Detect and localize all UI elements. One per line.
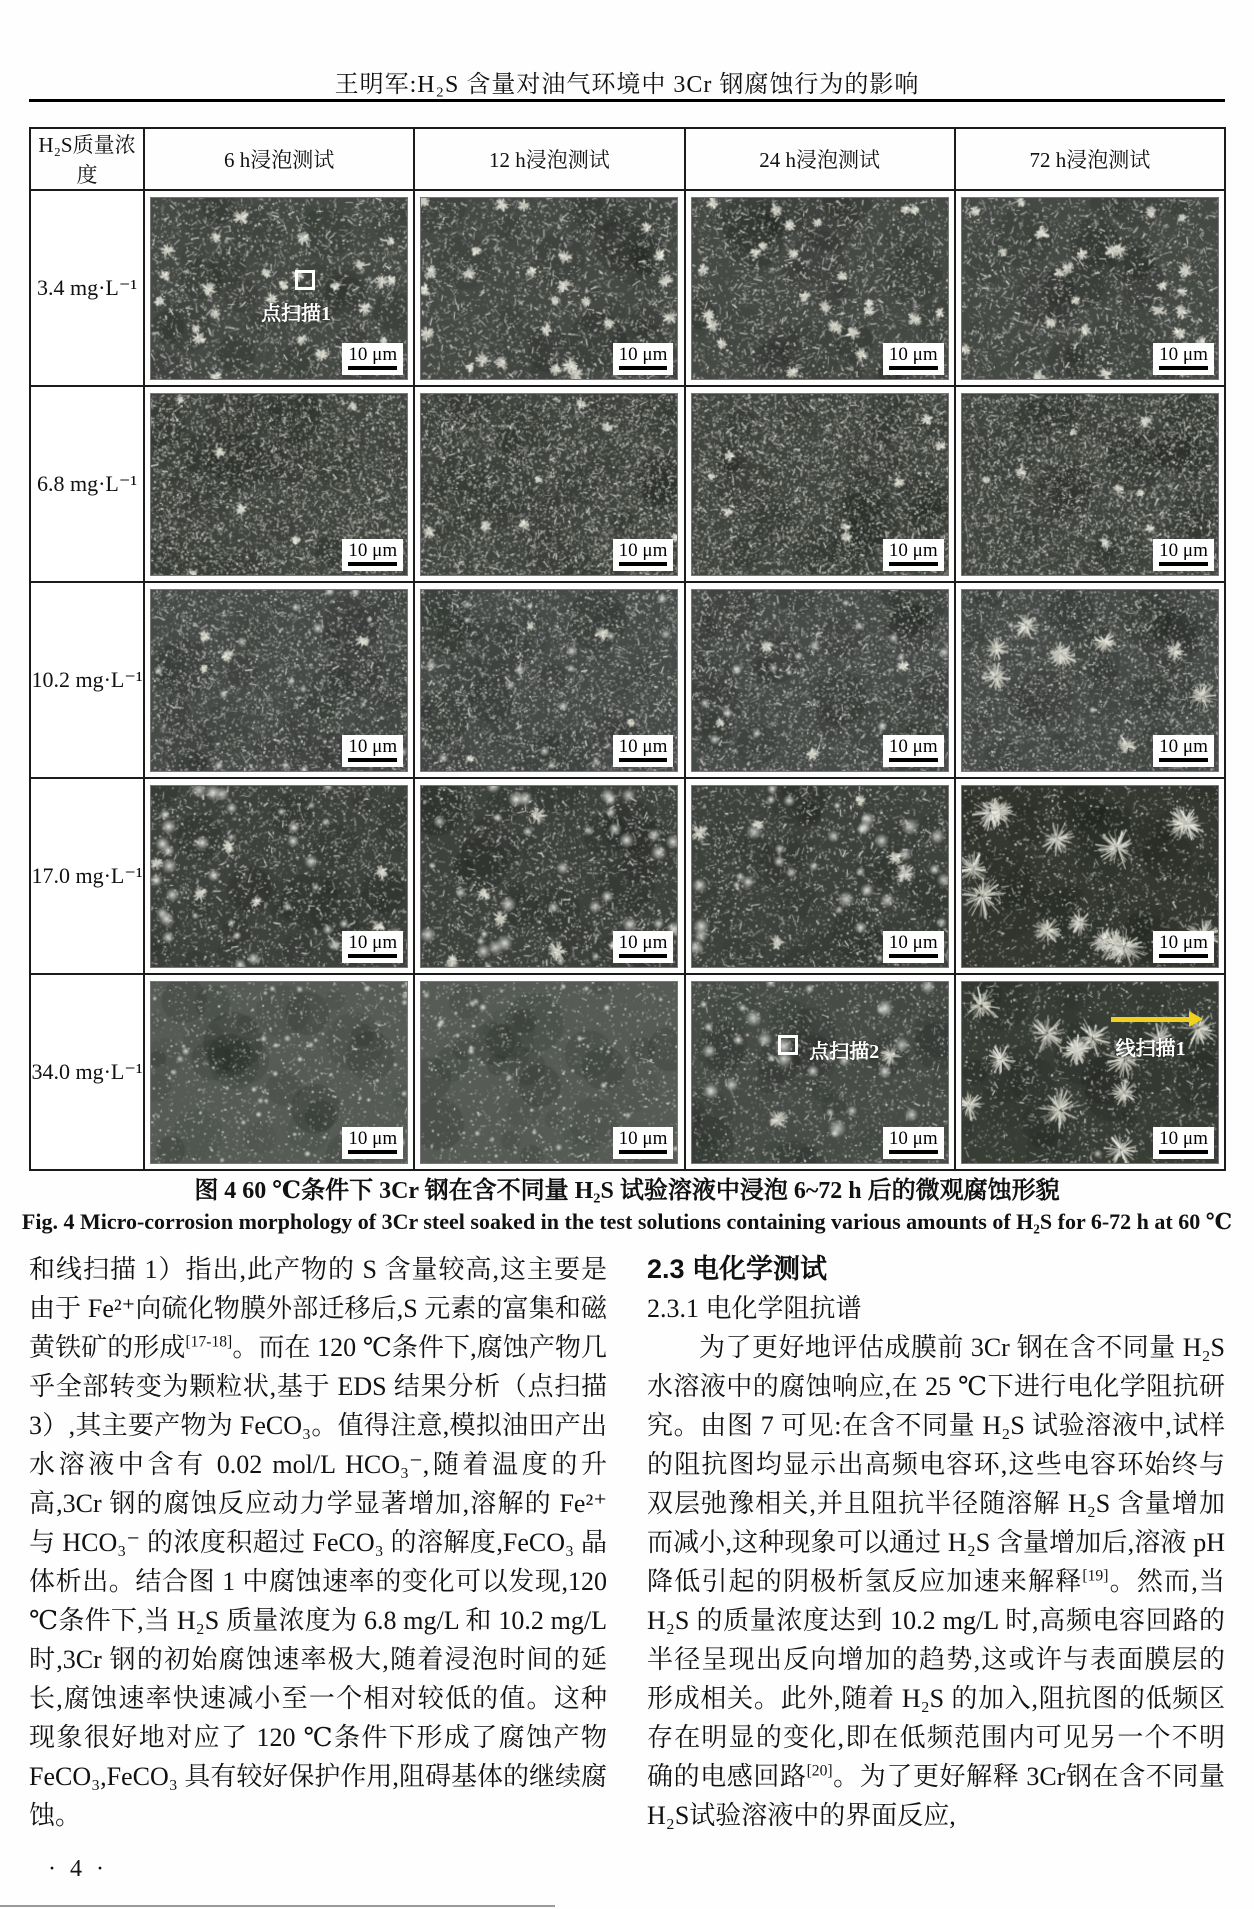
sem-image xyxy=(691,785,949,968)
scale-bar xyxy=(613,931,674,963)
scale-bar-line xyxy=(1159,366,1208,370)
scale-bar-line xyxy=(1159,758,1208,762)
sem-image xyxy=(691,197,949,380)
scale-bar-line xyxy=(1159,954,1208,958)
text-run: 。为了更好解释 3Cr钢在含不同量H₂S试验溶液中的界面反应, xyxy=(647,1762,1225,1830)
scale-bar xyxy=(883,343,944,375)
scale-bar-line xyxy=(348,954,397,958)
running-head xyxy=(0,64,1254,99)
sem-image xyxy=(961,589,1219,772)
scale-label: 10 μm xyxy=(348,343,398,365)
scale-bar-line xyxy=(889,366,938,370)
scale-label: 10 μm xyxy=(1159,1127,1208,1149)
scale-bar xyxy=(1153,735,1214,767)
sem-cell xyxy=(955,582,1225,778)
scale-bar-line xyxy=(889,562,938,566)
section-heading xyxy=(647,1289,1225,1328)
sem-cell xyxy=(955,190,1225,386)
scale-bar-line xyxy=(619,366,668,370)
row-label: 10.2 mg·L⁻¹ xyxy=(30,582,144,778)
sem-cell xyxy=(685,190,955,386)
sem-cell xyxy=(144,974,414,1170)
row-label: 17.0 mg·L⁻¹ xyxy=(30,778,144,974)
sem-cell xyxy=(414,974,684,1170)
scale-bar-line xyxy=(1159,1150,1208,1154)
scale-label: 10 μm xyxy=(348,539,398,561)
header-rule xyxy=(29,99,1225,102)
body-text xyxy=(29,1250,1226,1835)
reference-superscript: [17-18] xyxy=(185,1333,233,1351)
scale-bar-line xyxy=(348,758,397,762)
scale-bar-line xyxy=(348,1150,397,1154)
scale-bar xyxy=(883,1127,944,1159)
sem-cell xyxy=(144,778,414,974)
scale-bar xyxy=(342,1127,403,1159)
table-corner-header: H₂S质量浓度 xyxy=(30,128,144,190)
reference-superscript: [19] xyxy=(1082,1567,1109,1585)
scale-label: 10 μm xyxy=(888,931,938,953)
annotation-label: 线扫描1 xyxy=(1115,1037,1186,1060)
running-title: 王明军:H₂S 含量对油气环境中 3Cr 钢腐蚀行为的影响 xyxy=(334,72,920,98)
figure-caption-en: Fig. 4 Micro-corrosion morphology of 3Cr steel soaked in the test solutions containing various amounts of H₂S for 6-72 h at 60 ℃ xyxy=(21,1209,1233,1234)
scale-bar-line xyxy=(1159,562,1208,566)
scale-label: 10 μm xyxy=(888,343,938,365)
table-header-row xyxy=(30,128,1225,190)
point-scan-marker xyxy=(778,1035,798,1055)
table-row xyxy=(30,190,1225,386)
row-label: 3.4 mg·L⁻¹ xyxy=(30,190,144,386)
scale-label: 10 μm xyxy=(618,1127,668,1149)
sem-image xyxy=(961,785,1219,968)
table-column-header: 24 h浸泡测试 xyxy=(685,128,955,190)
table-row xyxy=(30,386,1225,582)
sem-image xyxy=(420,393,678,576)
scale-bar xyxy=(1153,343,1214,375)
sem-cell xyxy=(685,778,955,974)
scale-bar xyxy=(1153,539,1214,571)
table-column-header: 12 h浸泡测试 xyxy=(414,128,684,190)
scale-bar-line xyxy=(619,1150,668,1154)
sem-cell xyxy=(955,386,1225,582)
figure-table xyxy=(29,127,1226,1171)
row-label: 34.0 mg·L⁻¹ xyxy=(30,974,144,1170)
scale-label: 10 μm xyxy=(888,1127,938,1149)
sem-image xyxy=(150,197,408,380)
sem-cell xyxy=(144,582,414,778)
reference-superscript: [20] xyxy=(806,1762,833,1780)
table-column-header: 6 h浸泡测试 xyxy=(144,128,414,190)
scale-label: 10 μm xyxy=(1159,735,1208,757)
sem-cell xyxy=(144,190,414,386)
sem-image xyxy=(150,393,408,576)
scale-bar-line xyxy=(348,562,397,566)
sem-image xyxy=(150,589,408,772)
body-column-left xyxy=(29,1250,607,1835)
sem-cell xyxy=(685,974,955,1170)
scale-bar-line xyxy=(889,954,938,958)
scale-bar xyxy=(883,735,944,767)
sem-image xyxy=(150,785,408,968)
sem-cell xyxy=(685,386,955,582)
page-number: · 4 · xyxy=(48,1856,108,1882)
scale-label: 10 μm xyxy=(348,1127,398,1149)
text-run: 为了更好地评估成膜前 3Cr 钢在含不同量 H₂S 水溶液中的腐蚀响应,在 25 ℃下进行电化学阻抗研究。由图 7 可见:在含不同量 H₂S 试验溶液中,试样的阻抗图均显示出高频电容环,这些电容环始终与双层弛豫相关,并且阻抗半径随溶解 H₂S 含量增加而减小,这种现象可以通过 H₂S 含量增加后,溶液 pH 降低引起的阴极析氢反应加速来解释 xyxy=(647,1333,1225,1596)
scale-bar-line xyxy=(348,366,397,370)
point-scan-marker xyxy=(295,270,315,290)
body-column-right xyxy=(647,1250,1225,1835)
sem-image xyxy=(150,981,408,1164)
figure-table-body xyxy=(30,190,1225,1170)
sem-image xyxy=(961,197,1219,380)
sem-cell xyxy=(414,190,684,386)
sem-image xyxy=(961,393,1219,576)
scale-bar xyxy=(883,539,944,571)
scale-label: 10 μm xyxy=(1159,931,1208,953)
scale-bar-line xyxy=(889,1150,938,1154)
sem-image xyxy=(420,785,678,968)
text-run: 2.3.1 电化学阻抗谱 xyxy=(647,1294,862,1323)
scale-bar-line xyxy=(619,954,668,958)
sem-cell xyxy=(685,582,955,778)
scale-label: 10 μm xyxy=(348,931,398,953)
text-run: 2.3 电化学测试 xyxy=(647,1254,828,1284)
section-heading xyxy=(647,1250,1225,1289)
sem-image xyxy=(420,197,678,380)
scan-artifact-line xyxy=(0,1905,555,1907)
table-row xyxy=(30,582,1225,778)
scale-label: 10 μm xyxy=(888,735,938,757)
annotation-label: 点扫描1 xyxy=(261,303,332,326)
sem-image xyxy=(691,393,949,576)
table-row xyxy=(30,778,1225,974)
scale-label: 10 μm xyxy=(618,539,668,561)
scale-bar xyxy=(342,931,403,963)
sem-cell xyxy=(414,778,684,974)
text-run: 。而在 120 ℃条件下,腐蚀产物几乎全部转变为颗粒状,基于 EDS 结果分析（点扫描 3）,其主要产物为 FeCO₃。值得注意,模拟油田产出水溶液中含有 0.02 mol/L HCO₃⁻,随着温度的升高,3Cr 钢的腐蚀反应动力学显著增加,溶解的 Fe²⁺与 HCO₃⁻ 的浓度积超过 FeCO₃ 的溶解度,FeCO₃ 晶体析出。结合图 1 中腐蚀速率的变化可以发现,120 ℃条件下,当 H₂S 质量浓度为 6.8 mg/L 和 10.2 mg/L 时,3Cr 钢的初始腐蚀速率极大,随着浸泡时间的延长,腐蚀速率快速减小至一个相对较低的值。这种现象很好地对应了 120 ℃条件下形成了腐蚀产物 FeCO₃,FeCO₃ 具有较好保护作用,阻碍基体的继续腐蚀。 xyxy=(29,1333,607,1830)
sem-cell xyxy=(144,386,414,582)
text-run: 。然而,当 H₂S 的质量浓度达到 10.2 mg/L 时,高频电容回路的半径呈现出反向增加的趋势,这或许与表面膜层的形成相关。此外,随着 H₂S 的加入,阻抗图的低频区存在明显的变化,即在低频范围内可见另一个不明确的电感回路 xyxy=(647,1567,1225,1791)
line-scan-arrow xyxy=(1111,1017,1191,1022)
scale-bar xyxy=(342,343,403,375)
sem-cell xyxy=(414,386,684,582)
scale-bar xyxy=(342,735,403,767)
text-run: 和线扫描 1）指出,此产物的 S 含量较高,这主要是由于 Fe²⁺向硫化物膜外部迁移后,S 元素的富集和磁黄铁矿的形成 xyxy=(29,1255,607,1362)
scale-label: 10 μm xyxy=(1159,539,1208,561)
scale-label: 10 μm xyxy=(888,539,938,561)
scale-label: 10 μm xyxy=(1159,343,1208,365)
scale-label: 10 μm xyxy=(618,343,668,365)
sem-image xyxy=(420,981,678,1164)
paragraph xyxy=(647,1328,1225,1835)
scale-label: 10 μm xyxy=(618,735,668,757)
row-label: 6.8 mg·L⁻¹ xyxy=(30,386,144,582)
scale-label: 10 μm xyxy=(618,931,668,953)
scale-bar xyxy=(613,1127,674,1159)
figure-caption-zh: 图 4 60 ℃条件下 3Cr 钢在含不同量 H₂S 试验溶液中浸泡 6~72 h 后的微观腐蚀形貌 xyxy=(194,1178,1060,1204)
table-row xyxy=(30,974,1225,1170)
scale-bar xyxy=(342,539,403,571)
scale-bar xyxy=(1153,931,1214,963)
scale-bar xyxy=(1153,1127,1214,1159)
sem-cell xyxy=(955,778,1225,974)
scale-bar-line xyxy=(619,758,668,762)
sem-image xyxy=(691,981,949,1164)
annotation-label: 点扫描2 xyxy=(809,1041,880,1064)
paragraph xyxy=(29,1250,607,1835)
sem-cell xyxy=(414,582,684,778)
scale-bar-line xyxy=(889,758,938,762)
scale-bar-line xyxy=(619,562,668,566)
figure-table-head xyxy=(30,128,1225,190)
scale-bar xyxy=(613,735,674,767)
scale-bar xyxy=(613,343,674,375)
sem-image xyxy=(420,589,678,772)
table-column-header: 72 h浸泡测试 xyxy=(955,128,1225,190)
scale-label: 10 μm xyxy=(348,735,398,757)
scale-bar xyxy=(613,539,674,571)
sem-image xyxy=(961,981,1219,1164)
sem-cell xyxy=(955,974,1225,1170)
sem-image xyxy=(691,589,949,772)
scale-bar xyxy=(883,931,944,963)
